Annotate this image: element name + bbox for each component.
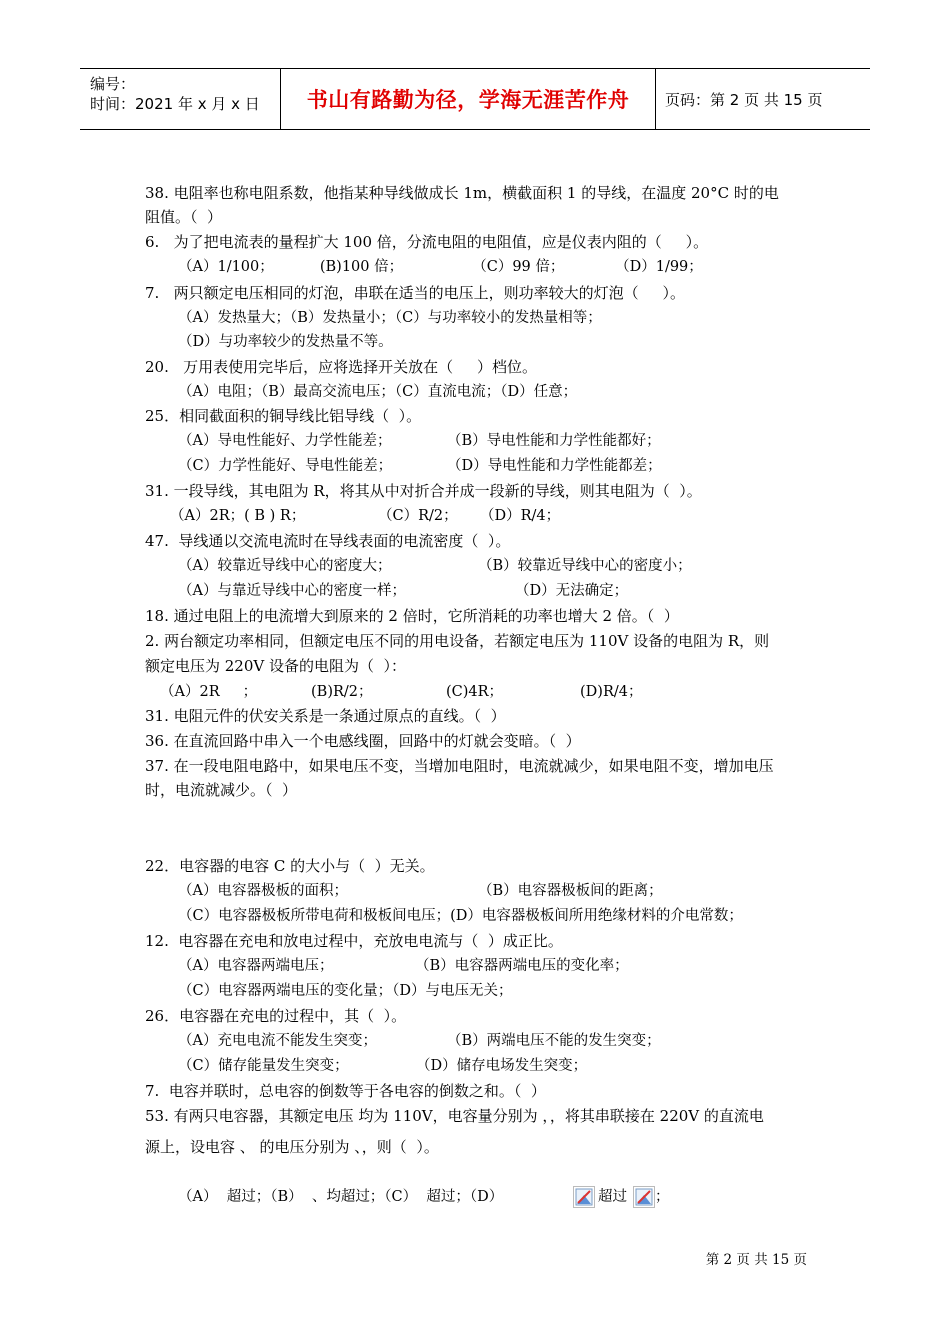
question-20: 20. 万用表使用完毕后，应将选择开关放在（ ）档位。 [145,358,538,376]
question-31a-option-c: （C）R/2； [378,508,458,524]
header-left-cell [80,69,280,129]
motto: 书山有路勤为径，学海无涯苦作舟 [306,88,630,112]
question-31a-option-ab: （A）2R；( B ) R； [170,508,306,524]
question-53-line1: 53. 有两只电容器，其额定电压 均为 110V，电容量分别为 ，，将其串联接在 220V 的直流电 [145,1107,764,1125]
question-12-option-b: （B）电容器两端电压的变化率； [415,958,629,974]
question-31a: 31. 一段导线，其电阻为 R，将其从中对折合并成一段新的导线，则其电阻为（ ）。 [145,482,702,500]
question-2-option-d: (D)R/4； [580,684,643,700]
question-53-options: （A） 超过；（B） 、均超过；（C） 超过；（D） [178,1189,504,1205]
question-7-options-1: （A）发热量大；（B）发热量小；（C）与功率较小的发热量相等； [178,310,602,326]
question-2-option-a: （A）2R ； [160,684,258,700]
question-53-option-d-end: ； [655,1189,670,1205]
question-25-option-d: （D）导电性能和力学性能都差； [447,458,662,474]
question-47-option-b: （B）较靠近导线中心的密度小； [478,558,692,574]
question-12: 12. 电容器在充电和放电过程中，充放电电流与（ ）成正比。 [145,932,563,950]
header-center-cell [280,69,656,129]
page-footer: 第 2 页 共 15 页 [705,1252,807,1268]
question-2-line2: 额定电压为 220V 设备的电阻为（ ）： [145,657,407,675]
question-2-option-b: (B)R/2； [311,684,373,700]
question-31b: 31. 电阻元件的伏安关系是一条通过原点的直线。（ ） [145,707,506,725]
question-25: 25．相同截面积的铜导线比铝导线（ ）。 [145,407,422,425]
question-37-line2: 时，电流就减少。（ ） [145,781,298,799]
question-47-option-c: （A）与靠近导线中心的密度一样； [178,583,406,599]
question-31a-option-d: （D）R/4； [480,508,561,524]
question-53-option-d-text: 超过 [598,1189,627,1205]
question-12-options-cd: （C）电容器两端电压的变化量；（D）与电压无关； [178,983,513,999]
question-26-option-d: （D）储存电场发生突变； [416,1058,588,1074]
question-2-line1: 2. 两台额定功率相同，但额定电压不同的用电设备，若额定电压为 110V 设备的电阻为 R，则 [145,632,770,650]
question-7-options-2: （D）与功率较少的发热量不等。 [178,334,393,350]
broken-image-icon [573,1186,595,1208]
question-22-options-cd: （C）电容器极板所带电荷和极板间电压；(D）电容器极板间所用绝缘材料的介电常数； [178,908,743,924]
question-47-option-a: （A）较靠近导线中心的密度大； [178,558,392,574]
question-37-line1: 37. 在一段电阻电路中，如果电压不变，当增加电阻时，电流就减少，如果电阻不变，增加电压 [145,757,774,775]
question-12-option-a: （A）电容器两端电压； [178,958,334,974]
question-2-option-c: (C)4R； [446,684,504,700]
header-table [80,68,870,130]
question-7: 7. 两只额定电压相同的灯泡，串联在适当的电压上，则功率较大的灯泡（ ）。 [145,284,685,302]
header-right-cell [655,69,880,129]
question-38-line2: 阻值。（ ） [145,208,223,226]
page-info: 页码：第 2 页 共 15 页 [665,90,823,109]
question-47-option-d: （D）无法确定； [515,583,629,599]
question-25-option-a: （A）导电性能好、力学性能差； [178,433,392,449]
broken-image-icon [633,1186,655,1208]
question-25-option-b: （B）导电性能和力学性能都好； [447,433,661,449]
question-25-option-c: （C）力学性能好、导电性能差； [178,458,393,474]
question-6-options: （A）1/100； (B)100 倍； （C）99 倍； （D）1/99； [178,259,703,275]
question-26: 26．电容器在充电的过程中，其（ ）。 [145,1007,407,1025]
question-7b: 7. 电容并联时，总电容的倒数等于各电容的倒数之和。（ ） [145,1082,546,1100]
question-47: 47. 导线通以交流电流时在导线表面的电流密度（ ）。 [145,532,511,550]
question-22-option-b: （B）电容器极板间的距离； [478,883,663,899]
question-26-option-a: （A）充电电流不能发生突变； [178,1033,377,1049]
question-26-option-b: （B）两端电压不能的发生突变； [447,1033,661,1049]
question-6: 6. 为了把电流表的量程扩大 100 倍，分流电阻的电阻值，应是仪表内阻的（ ）。 [145,233,709,251]
question-26-option-c: （C）储存能量发生突变； [178,1058,349,1074]
question-38-line1: 38. 电阻率也称电阻系数，他指某种导线做成长 1m，横截面积 1 的导线，在温度 20°C 时的电 [145,184,779,202]
question-18: 18. 通过电阻上的电流增大到原来的 2 倍时，它所消耗的功率也增大 2 倍。（ ） [145,607,679,625]
question-22-option-a: （A）电容器极板的面积； [178,883,348,899]
time-label: 时间：2021 年 x 月 x 日 [90,95,260,113]
question-22: 22．电容器的电容 C 的大小与（ ）无关。 [145,857,435,875]
question-36: 36. 在直流回路中串入一个电感线圈，回路中的灯就会变暗。（ ） [145,732,581,750]
question-53-line2: 源上，设电容 、 的电压分别为 、，则（ ）。 [145,1138,439,1156]
number-label: 编号： [90,75,136,93]
question-20-options: （A）电阻；（B）最高交流电压；（C）直流电流；（D）任意； [178,384,578,400]
